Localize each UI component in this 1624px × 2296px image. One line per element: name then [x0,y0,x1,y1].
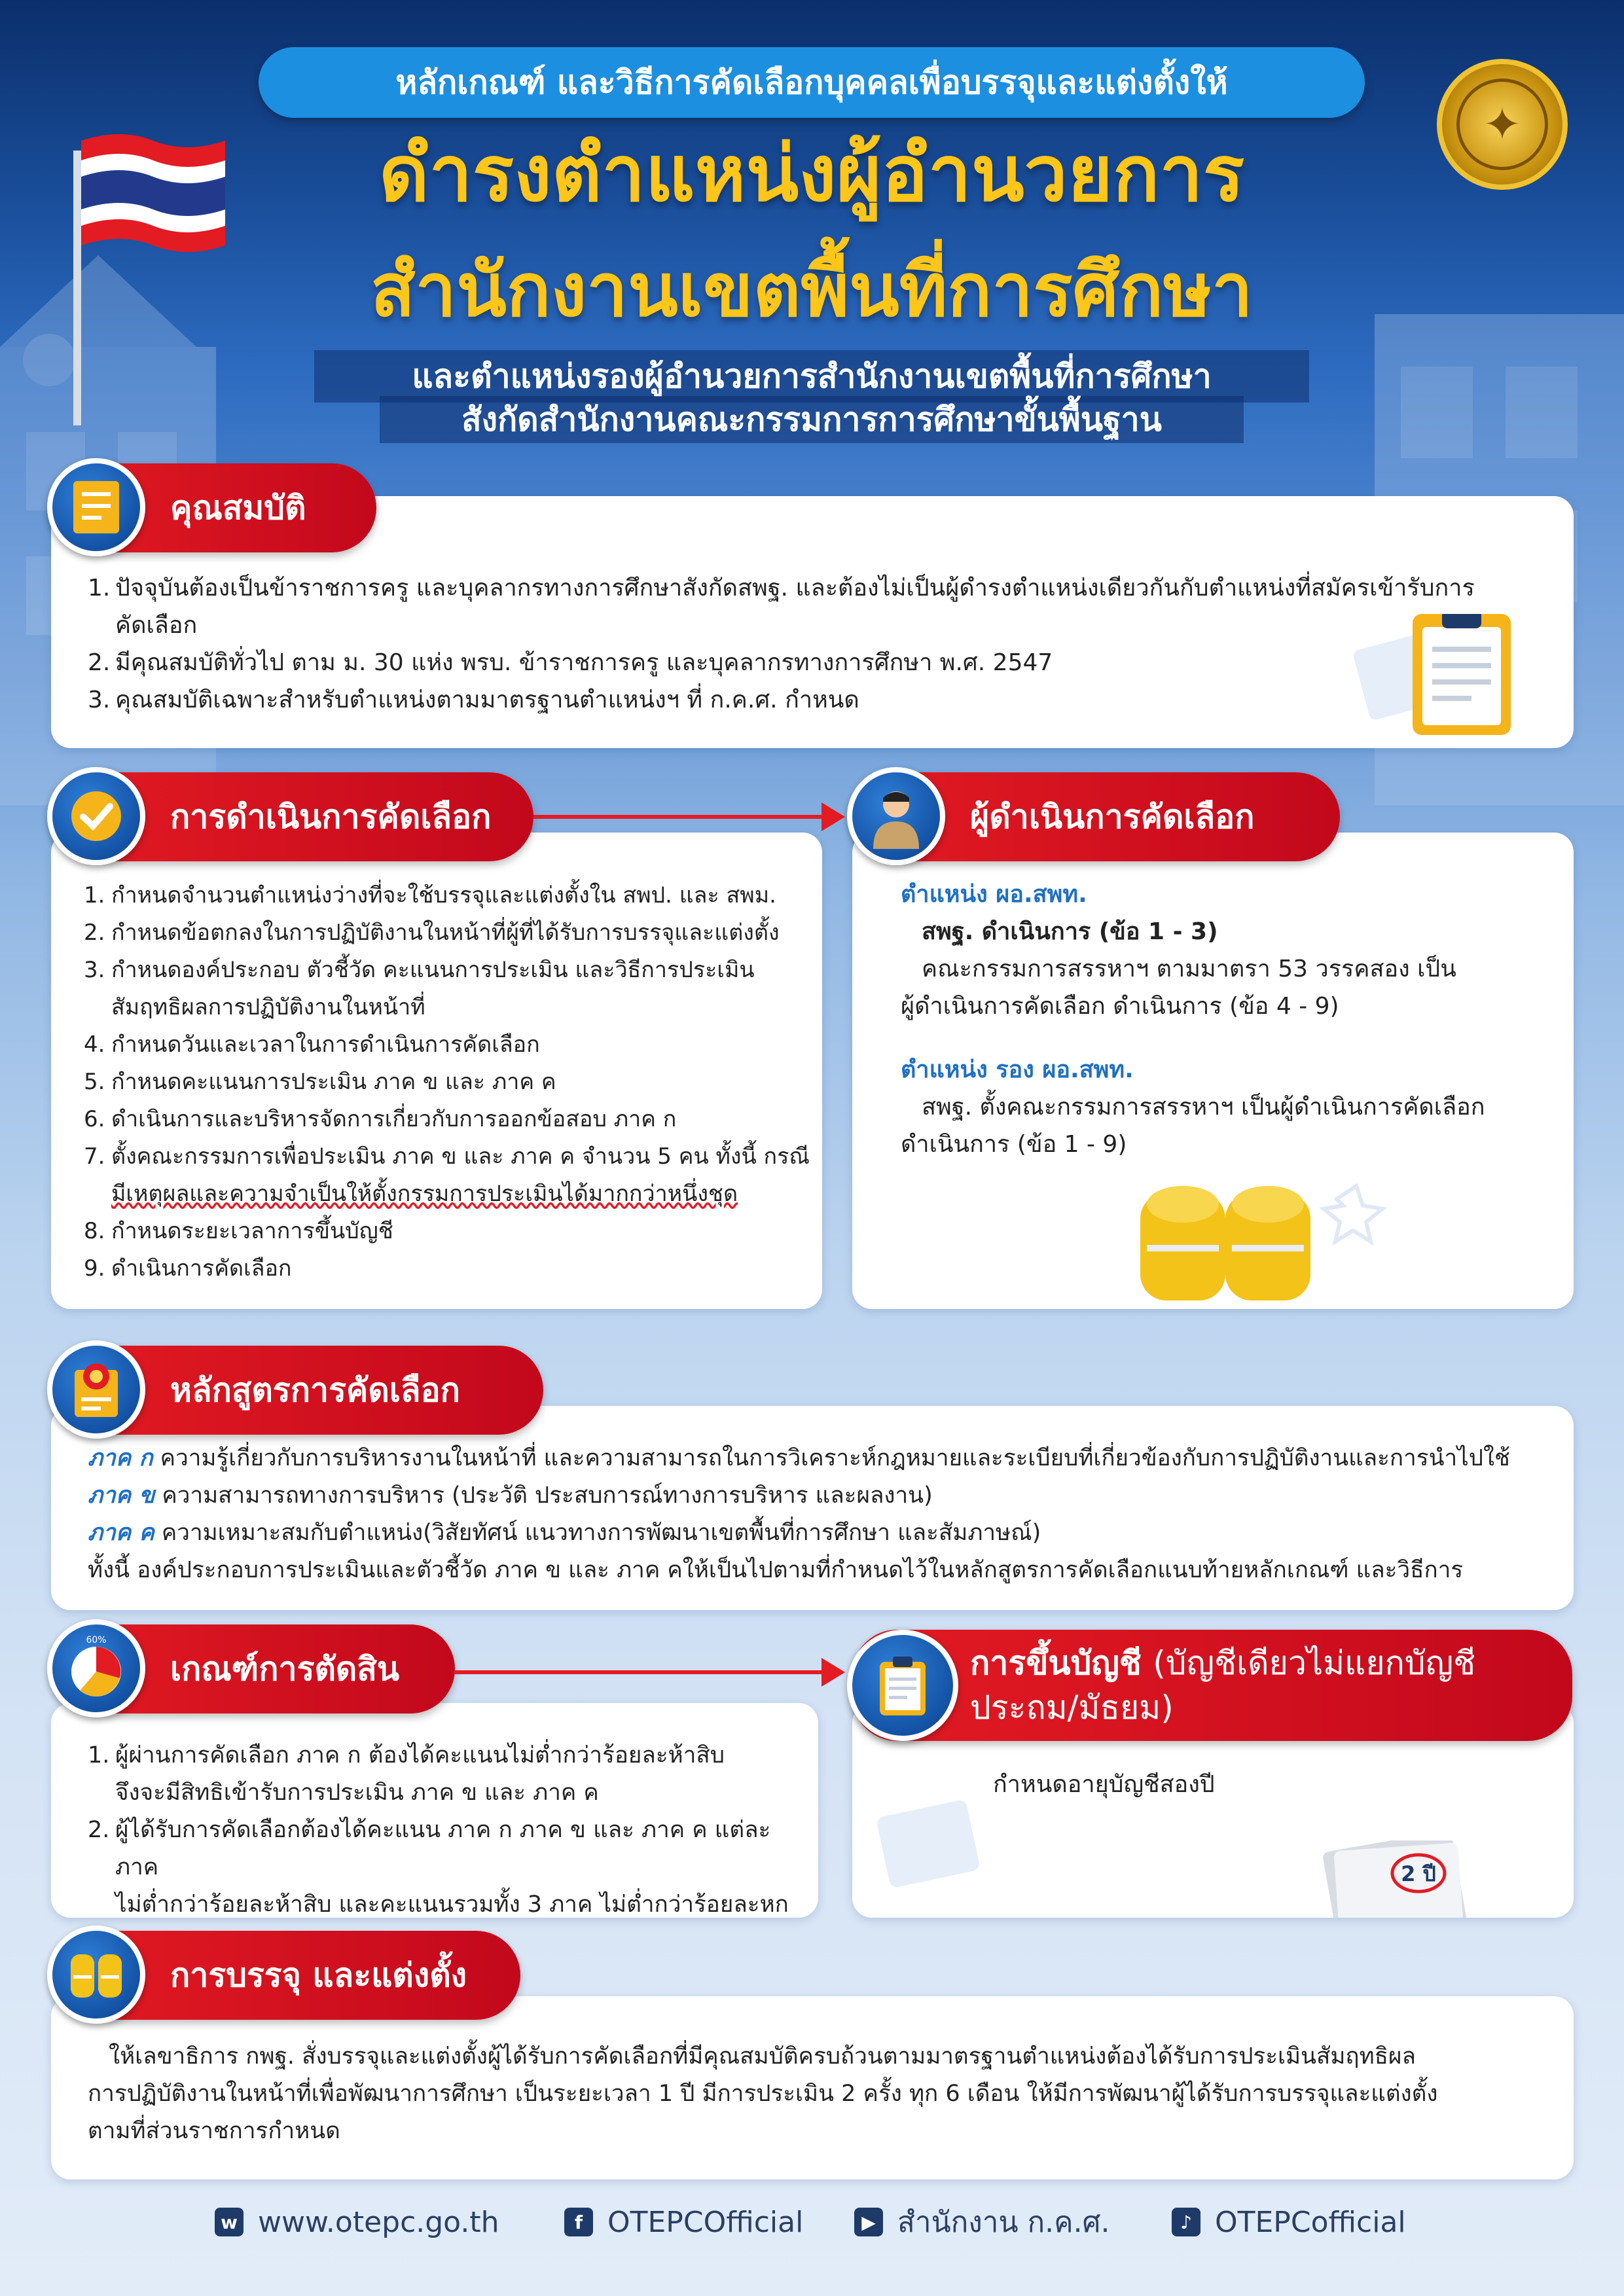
operators-header: ผู้ดำเนินการคัดเลือก [852,772,1340,861]
certificate-icon [47,1340,145,1439]
list-item: 4. กำหนดวันและเวลาในการดำเนินการคัดเลือก [84,1031,540,1058]
list-item: 5. กำหนดคะแนนการประเมิน ภาค ข และ ภาค ค [84,1069,556,1095]
clipboard-icon [847,1630,958,1741]
header-pill: หลักเกณฑ์ และวิธีการคัดเลือกบุคคลเพื่อบรรจุและแต่งตั้งให้ [259,47,1365,118]
qualifications-header: คุณสมบัติ [52,463,376,552]
flow-arrow-head-icon [821,802,845,831]
list-item: 1. ปัจจุบันต้องเป็นข้าราชการครู และบุคลากรทางการศึกษาสังกัดสพฐ. และต้องไม่เป็นผู้ดำรงตำแหน่งเดียวกันกับตำแหน่งที่สมัครเข้ารับการ [88,575,1475,601]
paper-illustration-icon [869,1795,1000,1893]
stamp-label: 2 ปี [1401,1861,1436,1886]
footer-tiktok-link[interactable]: ♪ OTEPCofficial [1172,2199,1406,2245]
operators-content: ตำแหน่ง ผอ.สพท. สพฐ. ดำเนินการ (ข้อ 1 - 3) คณะกรรมการสรรหาฯ ตามมาตรา 53 วรรคสอง เป็น ผู้ดำเนินการคัดเลือก ดำเนินการ (ข้อ 4 - 9) ตำแหน่ง รอง ผอ.สพท. สพฐ. ตั้งคณะกรรมการสรรหาฯ เป็นผู้ดำเนินการคัดเลือก ดำเนินการ (ข้อ 1 - 9) [901,876,1555,1163]
list-item: 3. กำหนดองค์ประกอบ ตัวชี้วัด คะแนนการประเมิน และวิธีการประเมิน [84,957,755,983]
otepc-seal-logo [1437,59,1568,190]
footer-facebook-link[interactable]: f OTEPCOfficial [564,2199,803,2245]
flow-arrow-head-icon [821,1658,845,1687]
pie-percent-label: 60% [86,1635,107,1645]
youtube-icon: ▶ [854,2208,883,2236]
list-item: 1. ผู้ผ่านการคัดเลือก ภาค ก ต้องได้คะแนนไม่ต่ำกว่าร้อยละห้าสิบ [88,1742,725,1768]
list-item: 3. คุณสมบัติเฉพาะสำหรับตำแหน่งตามมาตรฐานตำแหน่งฯ ที่ ก.ค.ศ. กำหนด [88,687,859,713]
pie-chart-icon [47,1619,145,1717]
curriculum-part-c: ภาค ค ความเหมาะสมกับตำแหน่ง(วิสัยทัศน์ แนวทางการพัฒนาเขตพื้นที่การศึกษา และสัมภาษณ์) [88,1520,1041,1546]
process-list [84,877,810,1287]
flow-arrow-line [533,815,821,819]
list-item: มีเหตุผลและความจำเป็นให้ตั้งกรรมการประเมินได้มากกว่าหนึ่งชุด [111,1181,738,1207]
position-director-label: ตำแหน่ง ผอ.สพท. [901,881,1087,908]
list-item: 2. ผู้ได้รับการคัดเลือกต้องได้คะแนน ภาค ก ภาค ข และ ภาค ค แต่ละภาค [88,1817,771,1880]
list-item: 9. ดำเนินการคัดเลือก [84,1255,292,1282]
footer-website-link[interactable]: w www.otepc.go.th [215,2199,499,2245]
checkmark-icon [47,767,145,865]
facebook-icon: f [564,2208,593,2236]
qualifications-list [88,569,1554,719]
footer-youtube-link[interactable]: ▶ สำนักงาน ก.ค.ศ. [854,2199,1110,2245]
flow-arrow-line [455,1670,821,1674]
list-item: 1. กำหนดจำนวนตำแหน่งว่างที่จะใช้บรรจุและแต่งตั้งใน สพป. และ สพม. [84,882,776,908]
listing-header: การขึ้นบัญชี (บัญชีเดียวไม่แยกบัญชี ประถม/มัธยม) [852,1630,1572,1741]
official-person-icon [847,767,945,865]
process-panel [51,833,822,1309]
appointment-content: ให้เลขาธิการ กพฐ. สั่งบรรจุและแต่งตั้งผู้ได้รับการคัดเลือกที่มีคุณสมบัติครบถ้วนตามมาตรฐานตำแหน่งต้องได้รับการประเมินสัมฤทธิผล การปฏิบัติงานในหน้าที่เพื่อพัฒนาการศึกษา เป็นระยะเวลา 1 ปี มีการประเมิน 2 ครั้ง ทุก 6 เดือน ให้มีการพัฒนาผู้ได้รับการบรรจุและแต่งตั้ง ตามที่ส่วนราชการกำหนด [88,2043,1438,2144]
epaulette-illustration-icon [1127,1173,1428,1304]
web-icon: w [215,2208,244,2236]
appointment-panel [51,1996,1574,2179]
page-subtitle-1: และตำแหน่งรองผู้อำนวยการสำนักงานเขตพื้นที่การศึกษา [314,350,1309,403]
list-item: 8. กำหนดระยะเวลาการขึ้นบัญชี [84,1218,393,1244]
two-year-stamp-icon [1310,1840,1507,1918]
list-item: 2. กำหนดข้อตกลงในการปฏิบัติงานในหน้าที่ผู้ที่ได้รับการบรรจุและแต่งตั้ง [84,920,780,946]
document-list-icon [47,458,145,556]
tiktok-icon: ♪ [1172,2208,1200,2236]
clipboard-illustration-icon [1347,614,1543,738]
page-title-line2: สำนักงานเขตพื้นที่การศึกษา [370,248,1254,333]
curriculum-part-a: ภาค ก ความรู้เกี่ยวกับการบริหารงานในหน้าที่ และความสามารถในการวิเคราะห์กฎหมายและระเบียบที่เกี่ยวข้องกับการปฏิบัติงานและการนำไปใช้ [88,1445,1510,1471]
listing-text: กำหนดอายุบัญชีสองปี [993,1771,1215,1798]
curriculum-note: ทั้งนี้ องค์ประกอบการประเมินและตัวชี้วัด ภาค ข และ ภาค คให้เป็นไปตามที่กำหนดไว้ในหลักสูตรการคัดเลือกแนบท้ายหลักเกณฑ์ และวิธีการ [88,1557,1464,1583]
list-item: สัมฤทธิผลการปฏิบัติงานในหน้าที่ [111,994,425,1020]
list-item: จึงจะมีสิทธิเข้ารับการประเมิน ภาค ข และ ภาค ค [115,1780,599,1806]
seal-emblem-icon: ✦ [1456,79,1548,170]
list-item: 7. ตั้งคณะกรรมการเพื่อประเมิน ภาค ข และ ภาค ค จำนวน 5 คน ทั้งนี้ กรณี [84,1143,810,1170]
list-item: 6. ดำเนินการและบริหารจัดการเกี่ยวกับการออกข้อสอบ ภาค ก [84,1106,677,1132]
epaulette-icon [47,1926,145,2024]
criteria-list [88,1737,808,1961]
page-subtitle-2: สังกัดสำนักงานคณะกรรมการการศึกษาขั้นพื้นฐาน [380,396,1244,443]
position-deputy-label: ตำแหน่ง รอง ผอ.สพท. [901,1056,1134,1083]
list-item: ไม่ต่ำกว่าร้อยละห้าสิบ และคะแนนรวมทั้ง 3 ภาค ไม่ต่ำกว่าร้อยละหก [115,1892,789,1918]
criteria-header: เกณฑ์การตัดสิน [52,1624,455,1713]
process-header: การดำเนินการคัดเลือก [52,772,533,861]
flag-pole [73,151,81,425]
page-title: ดำรงตำแหน่งผู้อำนวยการ [378,128,1245,219]
appointment-header: การบรรจุ และแต่งตั้ง [52,1931,520,2020]
list-item: คัดเลือก [115,612,198,639]
curriculum-panel [51,1406,1574,1610]
curriculum-header: หลักสูตรการคัดเลือก [52,1346,543,1435]
curriculum-part-b: ภาค ข ความสามารถทางการบริหาร (ประวัติ ประสบการณ์ทางการบริหาร และผลงาน) [88,1482,933,1509]
criteria-panel [51,1703,818,1918]
curriculum-content [88,1440,1561,1589]
operators-panel [852,833,1574,1309]
list-item: 2. มีคุณสมบัติทั่วไป ตาม ม. 30 แห่ง พรบ. ข้าราชการครู และบุคลากรทางการศึกษา พ.ศ. 2547 [88,649,1053,676]
